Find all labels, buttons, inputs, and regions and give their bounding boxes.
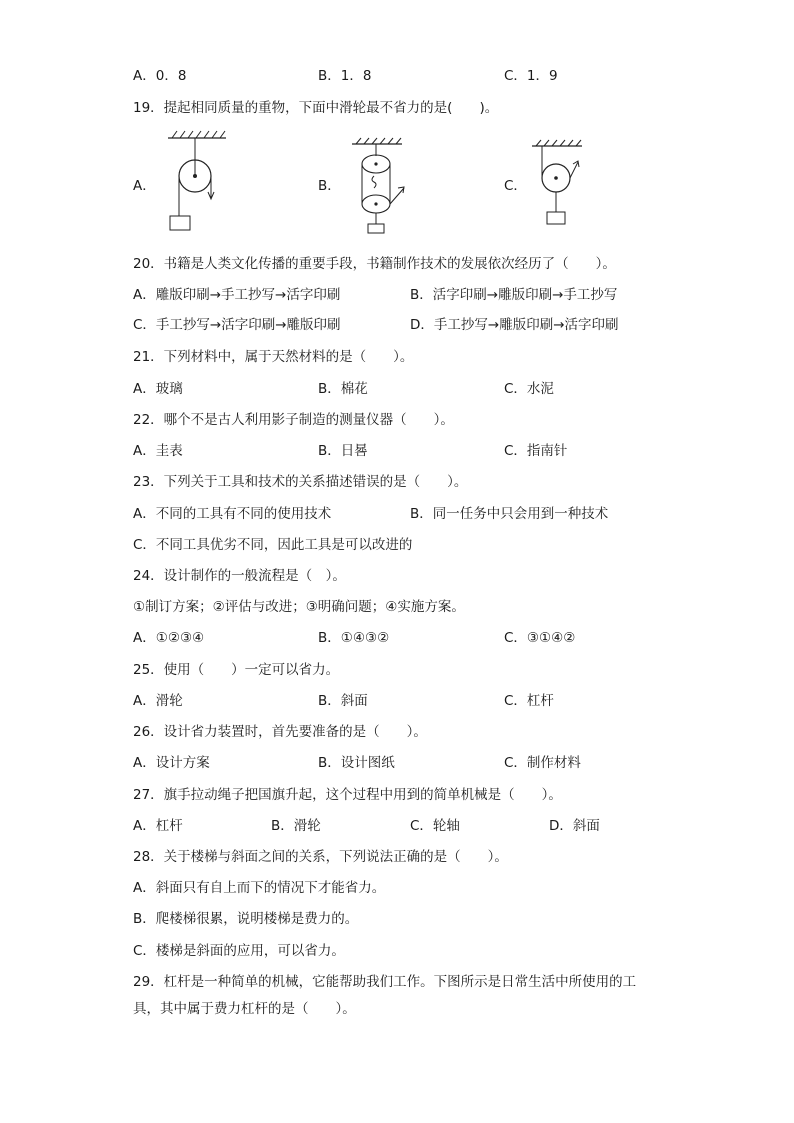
q25-option-a[interactable]: A．滑轮 bbox=[133, 693, 183, 709]
q27-option-a[interactable]: A．杠杆 bbox=[133, 818, 183, 834]
question-26: 26．设计省力装置时，首先要准备的是（ ）。 bbox=[133, 724, 427, 740]
q22-option-b[interactable]: B．日晷 bbox=[318, 443, 368, 459]
pulley-block-figure bbox=[348, 136, 428, 236]
q20-option-b[interactable]: B．活字印刷→雕版印刷→手工抄写 bbox=[410, 287, 618, 303]
q20-option-d[interactable]: D．手工抄写→雕版印刷→活字印刷 bbox=[410, 317, 619, 333]
movable-pulley-figure bbox=[530, 138, 600, 230]
q19-option-b[interactable]: B． bbox=[318, 178, 341, 194]
q23-option-c[interactable]: C．不同工具优劣不同，因此工具是可以改进的 bbox=[133, 537, 413, 553]
q26-option-b[interactable]: B．设计图纸 bbox=[318, 755, 395, 771]
q25-option-b[interactable]: B．斜面 bbox=[318, 693, 368, 709]
q23-option-a[interactable]: A．不同的工具有不同的使用技术 bbox=[133, 506, 332, 522]
question-27: 27．旗手拉动绳子把国旗升起，这个过程中用到的简单机械是（ ）。 bbox=[133, 787, 562, 803]
question-22: 22．哪个不是古人利用影子制造的测量仪器（ ）。 bbox=[133, 412, 454, 428]
q26-option-c[interactable]: C．制作材料 bbox=[504, 755, 581, 771]
q22-option-c[interactable]: C．指南针 bbox=[504, 443, 568, 459]
q27-option-d[interactable]: D．斜面 bbox=[549, 818, 600, 834]
q24-option-a[interactable]: A．①②③④ bbox=[133, 630, 205, 646]
q26-option-a[interactable]: A．设计方案 bbox=[133, 755, 210, 771]
q23-option-b[interactable]: B．同一任务中只会用到一种技术 bbox=[410, 506, 609, 522]
question-19: 19．提起相同质量的重物，下面中滑轮最不省力的是( )。 bbox=[133, 100, 499, 116]
q27-option-c[interactable]: C．轮轴 bbox=[410, 818, 460, 834]
prev-option-b[interactable]: B．1．8 bbox=[318, 68, 372, 84]
question-28: 28．关于楼梯与斜面之间的关系，下列说法正确的是（ ）。 bbox=[133, 849, 508, 865]
q19-option-a[interactable]: A． bbox=[133, 178, 156, 194]
q28-option-b[interactable]: B．爬楼梯很累，说明楼梯是费力的。 bbox=[133, 911, 359, 927]
q22-option-a[interactable]: A．圭表 bbox=[133, 443, 183, 459]
q24-option-b[interactable]: B．①④③② bbox=[318, 630, 390, 646]
prev-option-a[interactable]: A．0．8 bbox=[133, 68, 187, 84]
q24-steps: ①制订方案；②评估与改进；③明确问题；④实施方案。 bbox=[133, 599, 465, 615]
q27-option-b[interactable]: B．滑轮 bbox=[271, 818, 321, 834]
q21-option-b[interactable]: B．棉花 bbox=[318, 381, 368, 397]
q21-option-a[interactable]: A．玻璃 bbox=[133, 381, 183, 397]
q20-option-c[interactable]: C．手工抄写→活字印刷→雕版印刷 bbox=[133, 317, 341, 333]
q19-option-c[interactable]: C． bbox=[504, 178, 527, 194]
q28-option-c[interactable]: C．楼梯是斜面的应用，可以省力。 bbox=[133, 943, 345, 959]
question-25: 25．使用（ ）一定可以省力。 bbox=[133, 662, 340, 678]
question-24: 24．设计制作的一般流程是（ ）。 bbox=[133, 568, 346, 584]
prev-option-c[interactable]: C．1．9 bbox=[504, 68, 558, 84]
fixed-pulley-figure bbox=[160, 128, 240, 238]
question-21: 21．下列材料中，属于天然材料的是（ ）。 bbox=[133, 349, 414, 365]
q28-option-a[interactable]: A．斜面只有自上而下的情况下才能省力。 bbox=[133, 880, 386, 896]
q21-option-c[interactable]: C．水泥 bbox=[504, 381, 554, 397]
q20-option-a[interactable]: A．雕版印刷→手工抄写→活字印刷 bbox=[133, 287, 341, 303]
question-23: 23．下列关于工具和技术的关系描述错误的是（ ）。 bbox=[133, 474, 468, 490]
q24-option-c[interactable]: C．③①④② bbox=[504, 630, 576, 646]
q25-option-c[interactable]: C．杠杆 bbox=[504, 693, 554, 709]
question-20: 20．书籍是人类文化传播的重要手段，书籍制作技术的发展依次经历了（ ）。 bbox=[133, 256, 616, 272]
question-29: 29．杠杆是一种简单的机械，它能帮助我们工作。下图所示是日常生活中所使用的工具，其中属于费力杠杆的是（ ）。 bbox=[133, 974, 637, 1017]
